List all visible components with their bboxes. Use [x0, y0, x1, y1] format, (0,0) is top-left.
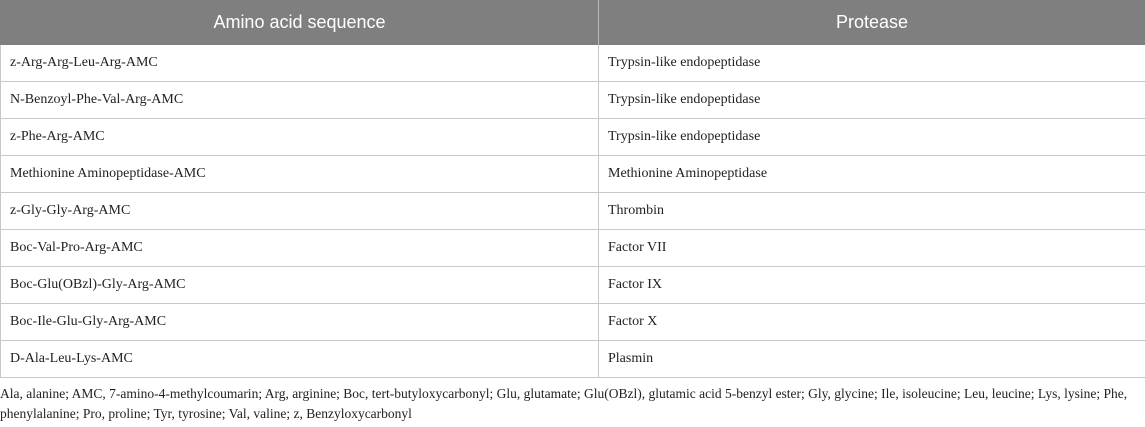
- protease-cell: Trypsin-like endopeptidase: [599, 119, 1145, 156]
- protease-cell: Factor VII: [599, 230, 1145, 267]
- protease-cell: Thrombin: [599, 193, 1145, 230]
- table-row: [1, 45, 1145, 82]
- sequence-cell: Boc-Val-Pro-Arg-AMC: [1, 230, 599, 267]
- sequence-cell: z-Phe-Arg-AMC: [1, 119, 599, 156]
- table-row: [1, 119, 1145, 156]
- sequence-cell: Boc-Ile-Glu-Gly-Arg-AMC: [1, 304, 599, 341]
- column-header-amino-acid-sequence: Amino acid sequence: [1, 0, 599, 45]
- table-row: [1, 230, 1145, 267]
- protease-cell: Methionine Aminopeptidase: [599, 156, 1145, 193]
- protease-cell: Plasmin: [599, 341, 1145, 378]
- sequence-cell: D-Ala-Leu-Lys-AMC: [1, 341, 599, 378]
- sequence-cell: N-Benzoyl-Phe-Val-Arg-AMC: [1, 82, 599, 119]
- protease-cell: Trypsin-like endopeptidase: [599, 82, 1145, 119]
- table-row: [1, 193, 1145, 230]
- column-header-protease: Protease: [599, 0, 1145, 45]
- table-row: [1, 82, 1145, 119]
- table-row: [1, 267, 1145, 304]
- protease-cell: Trypsin-like endopeptidase: [599, 45, 1145, 82]
- protease-cell: Factor X: [599, 304, 1145, 341]
- table-header-row: [1, 0, 1145, 45]
- table-row: [1, 304, 1145, 341]
- sequence-cell: Methionine Aminopeptidase-AMC: [1, 156, 599, 193]
- table-footnote: Ala, alanine; AMC, 7-amino-4-methylcoumarin; Arg, arginine; Boc, tert-butyloxycarbonyl; Glu, glutamate; Glu(OBzl), glutamic acid 5-benzyl ester; Gly, glycine; Ile, isoleucine; Leu, leucine; Lys, lysine; Phe, phenylalanine; Pro, proline; Tyr, tyrosine; Val, valine; z, Benzyloxycarbonyl: [0, 386, 1128, 421]
- table-row: [1, 156, 1145, 193]
- protease-cell: Factor IX: [599, 267, 1145, 304]
- sequence-cell: z-Arg-Arg-Leu-Arg-AMC: [1, 45, 599, 82]
- sequence-cell: Boc-Glu(OBzl)-Gly-Arg-AMC: [1, 267, 599, 304]
- table-row: [1, 341, 1145, 378]
- sequence-cell: z-Gly-Gly-Arg-AMC: [1, 193, 599, 230]
